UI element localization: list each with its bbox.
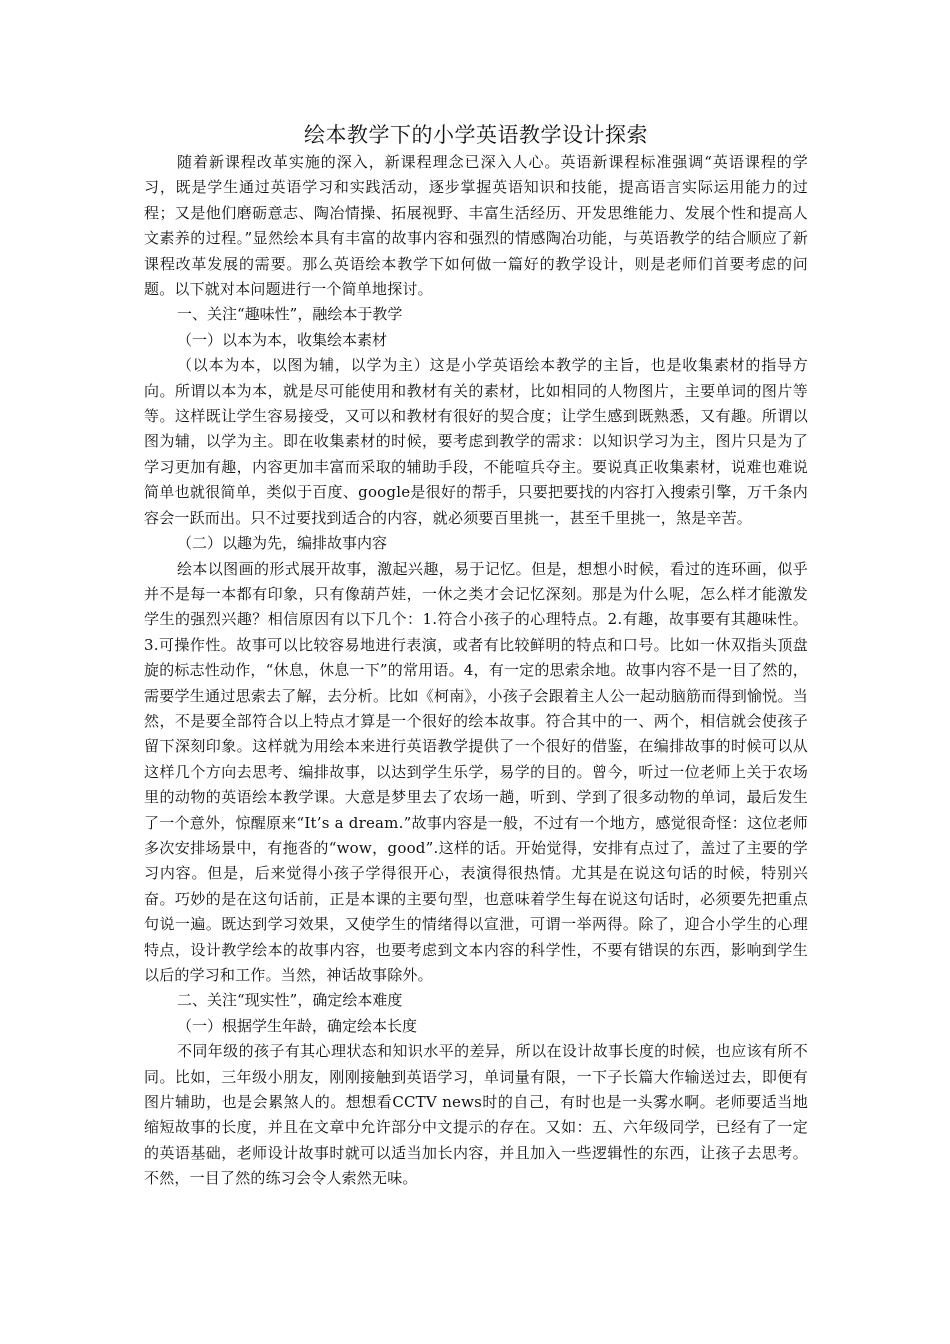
subsection-heading-1-1: （一）以本为本，收集绘本素材	[177, 330, 388, 349]
document-page	[144, 120, 808, 1192]
subsection-heading-1-2: （二）以趣为先，编排故事内容	[177, 534, 388, 553]
subsection-heading-2-1: （一）根据学生年龄，确定绘本长度	[177, 1016, 418, 1035]
document-title: 绘本教学下的小学英语教学设计探索	[304, 123, 648, 147]
paragraph-story-length: 不同年级的孩子有其心理状态和知识水平的差异，所以在设计故事长度的时候，也应该有所不同。比如，三年级小朋友，刚刚接触到英语学习，单词量有限，一下子长篇大作输送过去，即便有图片辅助，也是会累煞人的。想想看CCTV news时的自己，有时也是一头雾水啊。老师要适当地缩短故事的长度，并且在文章中允许部分中文提示的存在。又如：五、六年级同学，已经有了一定的英语基础，老师设计故事时就可以适当加长内容，并且加入一些逻辑性的东西，让孩子去思考。不然，一目了然的练习会令人索然无味。	[144, 1042, 808, 1188]
section-heading-2: 二、关注“现实性”，确定绘本难度	[177, 991, 403, 1010]
paragraph-story-arrangement: 绘本以图画的形式展开故事，激起兴趣，易于记忆。但是，想想小时候，看过的连环画，似乎并不是每一本都有印象，只有像葫芦娃，一休之类才会记忆深刻。那是为什么呢，怎么样才能激发学生的强烈兴趣？相信原因有以下几个：1.符合小孩子的心理特点。2.有趣，故事要有其趣味性。3.可操作性。故事可以比较容易地进行表演，或者有比较鲜明的特点和口号。比如一休双指头顶盘旋的标志性动作，“休息，休息一下”的常用语。4，有一定的思索余地。故事内容不是一目了然的，需要学生通过思索去了解，去分析。比如《柯南》，小孩子会跟着主人公一起动脑筋而得到愉悦。当然，不是要全部符合以上特点才算是一个很好的绘本故事。符合其中的一、两个，相信就会使孩子留下深刻印象。这样就为用绘本来进行英语教学提供了一个很好的借鉴，在编排故事的时候可以从这样几个方向去思考、编排故事，以达到学生乐学，易学的目的。曾今，听过一位老师上关于农场里的动物的英语绘本教学课。大意是梦里去了农场一趟，听到、学到了很多动物的单词，最后发生了一个意外，惊醒原来“It’s a dream.”故事内容是一般，不过有一个地方，感觉很奇怪：这位老师多次安排场景中，有拖沓的“wow，good”.这样的话。开始觉得，安排有点过了，盖过了主要的学习内容。但是，后来觉得小孩子学得很开心，表演得很热情。尤其是在说这句话的时候，特别兴奋。巧妙的是在这句话前，正是本课的主要句型，也意味着学生每在说这句话时，必须要先把重点句说一遍。既达到学习效果，又使学生的情绪得以宣泄，可谓一举两得。除了，迎合小学生的心理特点，设计教学绘本的故事内容，也要考虑到文本内容的科学性，不要有错误的东西，影响到学生以后的学习和工作。当然，神话故事除外。	[144, 559, 808, 984]
paragraph-intro: 随着新课程改革实施的深入，新课程理念已深入人心。英语新课程标准强调“英语课程的学习，既是学生通过英语学习和实践活动，逐步掌握英语知识和技能，提高语言实际运用能力的过程；又是他们磨砺意志、陶冶情操、拓展视野、丰富生活经历、开发思维能力、发展个性和提高人文素养的过程。”显然绘本具有丰富的故事内容和强烈的情感陶冶功能，与英语教学的结合顺应了新课程改革发展的需要。那么英语绘本教学下如何做一篇好的教学设计，则是老师们首要考虑的问题。以下就对本问题进行一个简单地探讨。	[144, 153, 808, 299]
paragraph-material-collection: （以本为本，以图为辅，以学为主）这是小学英语绘本教学的主旨，也是收集素材的指导方向。所谓以本为本，就是尽可能使用和教材有关的素材，比如相同的人物图片，主要单词的图片等等。这样既让学生容易接受，又可以和教材有很好的契合度；让学生感到既熟悉，又有趣。所谓以图为辅，以学为主。即在收集素材的时候，要考虑到教学的需求：以知识学习为主，图片只是为了学习更加有趣，内容更加丰富而采取的辅助手段，不能喧兵夺主。要说真正收集素材，说难也难说简单也就很简单，类似于百度、google是很好的帮手，只要把要找的内容打入搜索引擎，万千条内容会一跃而出。只不过要找到适合的内容，就必须要百里挑一，甚至千里挑一，煞是辛苦。	[144, 356, 808, 527]
section-heading-1: 一、关注“趣味性”，融绘本于教学	[177, 305, 403, 324]
